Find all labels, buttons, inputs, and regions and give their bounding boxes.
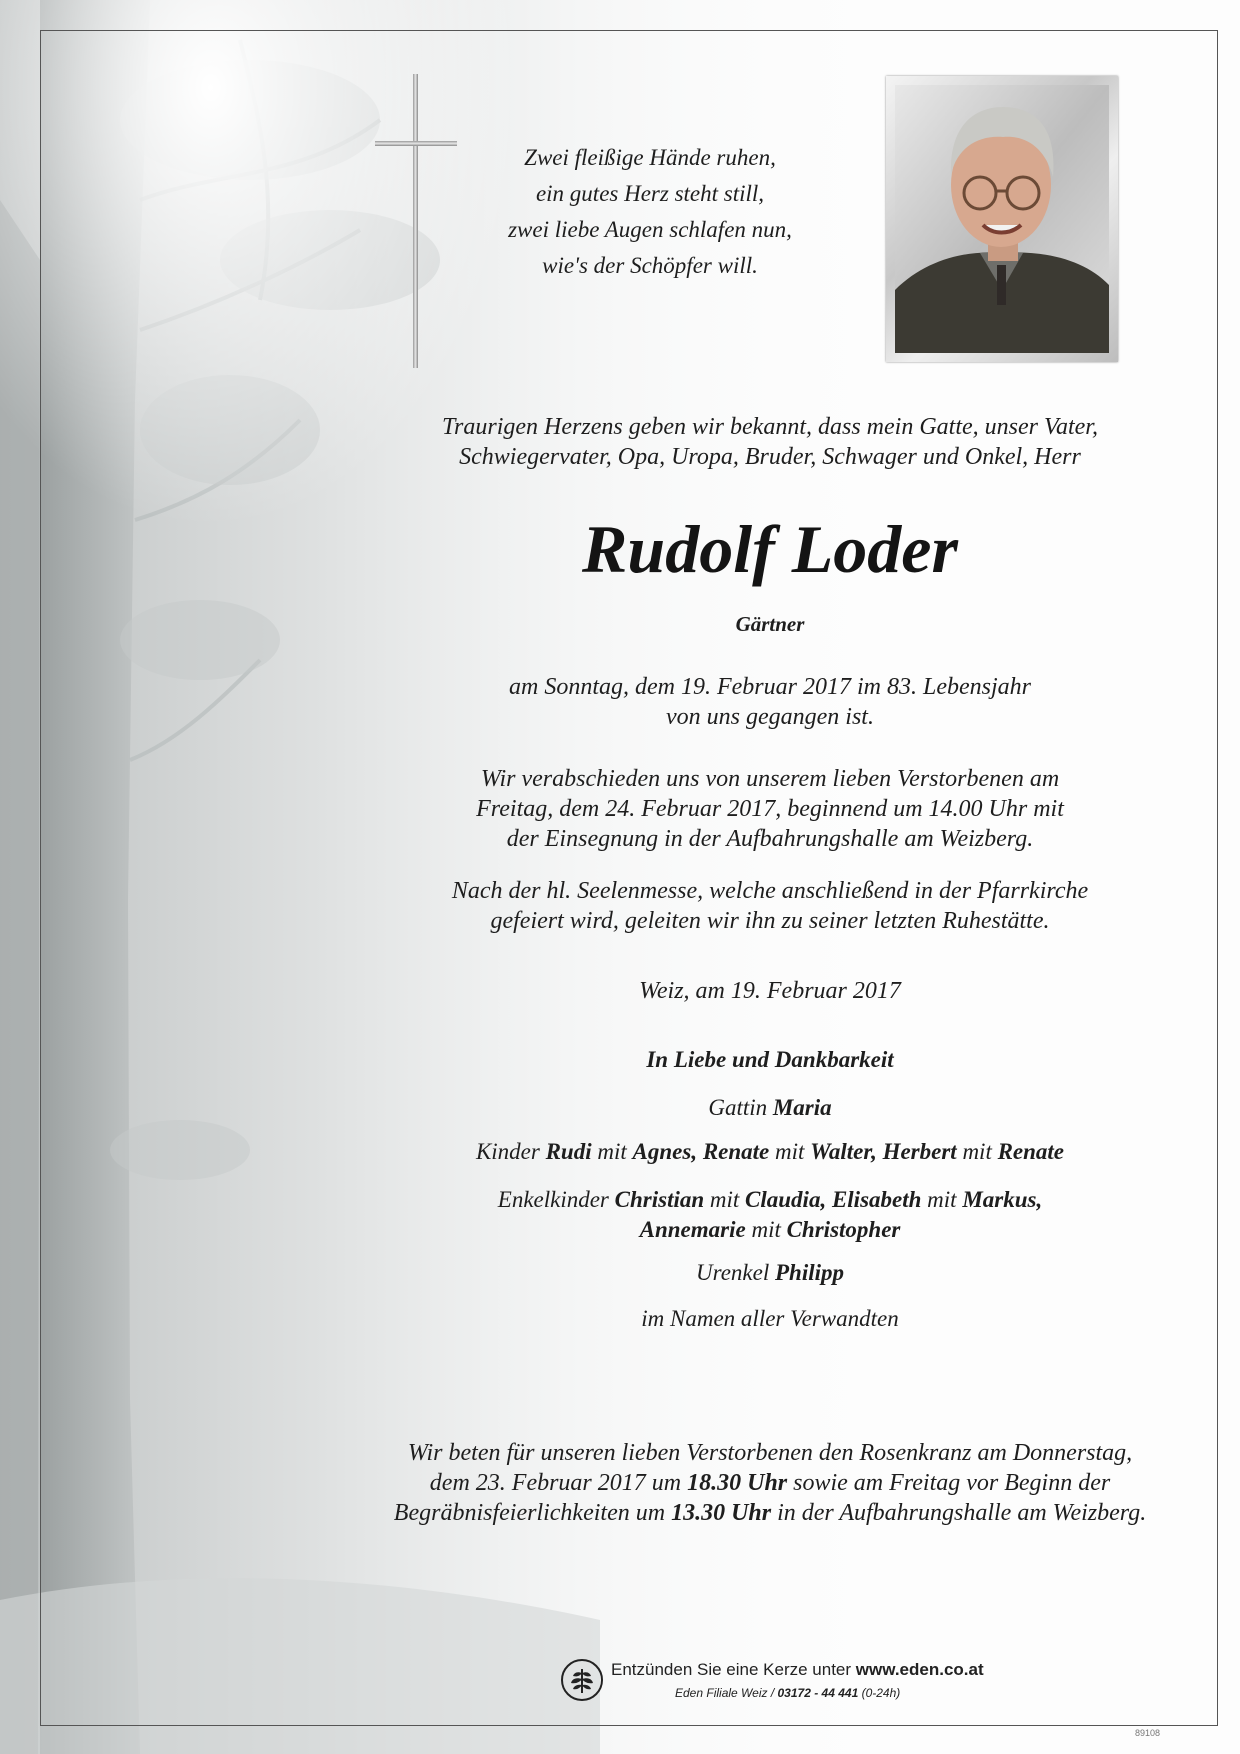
intro-line: Traurigen Herzens geben wir bekannt, dass mein Gatte, unser Vater, xyxy=(442,414,1098,440)
conjunction: mit xyxy=(709,1187,740,1212)
relation-label: Enkelkinder xyxy=(497,1187,609,1212)
mourner-name: Annemarie xyxy=(639,1217,746,1242)
rosary-text: sowie am Freitag vor Beginn der xyxy=(793,1470,1111,1496)
portrait-frame xyxy=(886,76,1118,362)
rosary-time: 13.30 Uhr xyxy=(671,1500,772,1526)
rosary-text: dem 23. Februar 2017 um xyxy=(429,1470,682,1496)
death-notice xyxy=(340,672,1200,732)
conjunction: mit xyxy=(962,1139,992,1164)
rosary-text: Begräbnisfeierlichkeiten um xyxy=(393,1500,666,1526)
mourner-name: Christopher xyxy=(786,1217,901,1242)
rosary-line: Wir beten für unseren lieben Verstorbenen den Rosenkranz am Donnerstag, xyxy=(407,1440,1133,1466)
relation-label: Gattin xyxy=(708,1095,768,1120)
farewell-line: Wir verabschieden uns von unserem lieben Verstorbenen am xyxy=(480,766,1060,792)
relation-label: Urenkel xyxy=(696,1260,770,1285)
conjunction: mit xyxy=(927,1187,957,1212)
mourner-name: Maria xyxy=(772,1095,832,1120)
rosary-line xyxy=(330,1498,1210,1528)
branch-name: Eden Filiale Weiz / xyxy=(675,1686,775,1700)
mourners-great-grandchild xyxy=(340,1260,1200,1286)
announcement-intro xyxy=(340,412,1200,472)
farewell-line: der Einsegnung in der Aufbahrungshalle am Weizberg. xyxy=(506,826,1034,852)
mourners-closing: im Namen aller Verwandten xyxy=(641,1306,899,1331)
farewell-notice xyxy=(340,764,1200,854)
website-link[interactable]: www.eden.co.at xyxy=(855,1660,984,1679)
intro-line: Schwiegervater, Opa, Uropa, Bruder, Schwager und Onkel, Herr xyxy=(459,444,1081,470)
conjunction: mit xyxy=(775,1139,805,1164)
rosary-time: 18.30 Uhr xyxy=(687,1470,788,1496)
mass-line: gefeiert wird, geleiten wir ihn zu seiner letzten Ruhestätte. xyxy=(490,908,1050,934)
rosary-notice xyxy=(330,1438,1210,1528)
rosary-text: in der Aufbahrungshalle am Weizberg. xyxy=(777,1500,1147,1526)
poem-line: zwei liebe Augen schlafen nun, xyxy=(508,217,792,242)
mourner-name: Agnes xyxy=(632,1139,692,1164)
mass-line: Nach der hl. Seelenmesse, welche anschließend in der Pfarrkirche xyxy=(451,878,1089,904)
mourner-name: Elisabeth xyxy=(831,1187,922,1212)
mourner-name: Markus xyxy=(962,1187,1037,1212)
poem-line: ein gutes Herz steht still, xyxy=(535,181,765,206)
mourners-wife xyxy=(340,1095,1200,1121)
mourners-children: Kinder Rudi mit Agnes, Renate mit Walter, Herbert mit Renate xyxy=(475,1139,1065,1164)
portrait-photo xyxy=(895,85,1109,353)
poem-line: wie's der Schöpfer will. xyxy=(542,253,758,278)
death-notice-line: am Sonntag, dem 19. Februar 2017 im 83. Lebensjahr xyxy=(509,674,1031,700)
eden-tree-logo-icon xyxy=(561,1659,603,1701)
mourner-name: Renate xyxy=(997,1139,1065,1164)
mourners-grandchildren: Enkelkinder Christian mit Claudia, Elisabeth mit Markus, Annemarie mit Christopher xyxy=(497,1187,1043,1242)
candle-text: Entzünden Sie eine Kerze unter xyxy=(611,1660,852,1679)
mourner-name: Renate xyxy=(702,1139,770,1164)
mourner-name: Claudia xyxy=(745,1187,821,1212)
mourners-heading: In Liebe und Dankbarkeit xyxy=(646,1047,894,1072)
place-date: Weiz, am 19. Februar 2017 xyxy=(639,978,901,1004)
mourner-name: Philipp xyxy=(774,1260,844,1285)
conjunction: mit xyxy=(751,1217,781,1242)
conjunction: mit xyxy=(597,1139,627,1164)
rosary-line xyxy=(330,1468,1210,1498)
mourner-name: Christian xyxy=(614,1187,705,1212)
death-notice-line: von uns gegangen ist. xyxy=(666,704,874,730)
memorial-poem xyxy=(500,140,800,284)
mass-notice xyxy=(340,876,1200,936)
deceased-name: Rudolf Loder xyxy=(582,511,958,587)
mourner-name: Walter xyxy=(810,1139,872,1164)
relation-label: Kinder xyxy=(475,1139,540,1164)
phone-number: 03172 - 44 441 xyxy=(777,1686,859,1700)
document-code: 89108 xyxy=(1135,1728,1161,1738)
phone-hours: (0-24h) xyxy=(861,1686,901,1700)
mourner-name: Rudi xyxy=(545,1139,592,1164)
farewell-line: Freitag, dem 24. Februar 2017, beginnend um 14.00 Uhr mit xyxy=(476,796,1064,822)
branch-contact xyxy=(675,1686,900,1700)
candle-link-text xyxy=(611,1660,984,1680)
mourner-name: Herbert xyxy=(882,1139,957,1164)
poem-line: Zwei fleißige Hände ruhen, xyxy=(524,145,776,170)
occupation: Gärtner xyxy=(735,612,805,636)
